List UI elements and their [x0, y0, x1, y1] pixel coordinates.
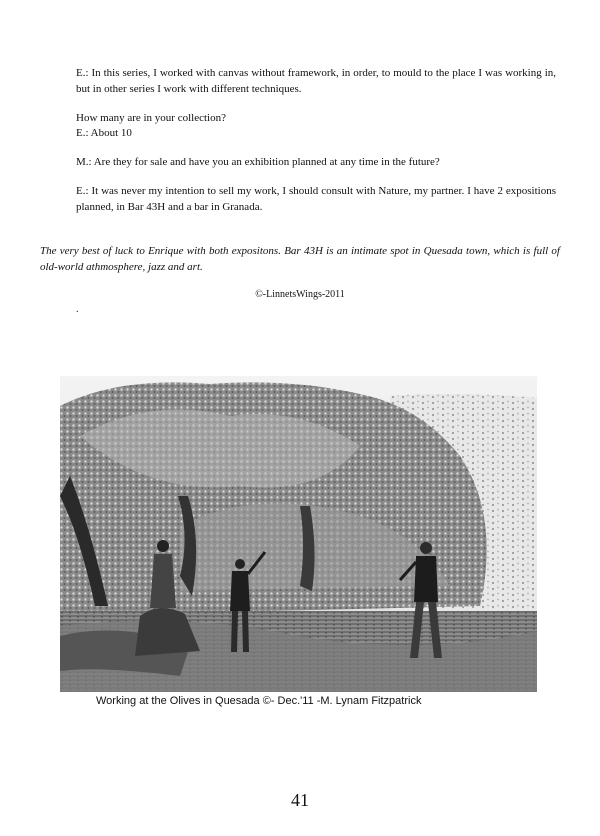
question-collection-count: How many are in your collection? — [76, 112, 226, 124]
paragraph-canvas-series: E.: In this series, I worked with canvas without framework, in order, to mould to the place I was working in, but in other series I work with different techniques. — [76, 67, 556, 95]
page-number: 41 — [291, 790, 309, 810]
olive-harvest-photo — [60, 376, 537, 692]
answer-collection-count: E.: About 10 — [76, 127, 132, 139]
photo-caption: Working at the Olives in Quesada ©- Dec.'11 -M. Lynam Fitzpatrick — [96, 695, 422, 707]
copyright-line: ©-LinnetsWings-2011 — [255, 289, 345, 300]
dot-marker: . — [76, 304, 79, 315]
olive-harvest-illustration — [60, 376, 537, 692]
closing-note: The very best of luck to Enrique with both expositons. Bar 43H is an intimate spot in Quesada town, which is full of old-world athmosphere, jazz and art. — [40, 245, 560, 273]
question-sale-exhibition: M.: Are they for sale and have you an exhibition planned at any time in the future? — [76, 156, 440, 168]
answer-sale-exhibition: E.: It was never my intention to sell my work, I should consult with Nature, my partner. I have 2 expositions planned, in Bar 43H and a bar in Granada. — [76, 185, 556, 213]
